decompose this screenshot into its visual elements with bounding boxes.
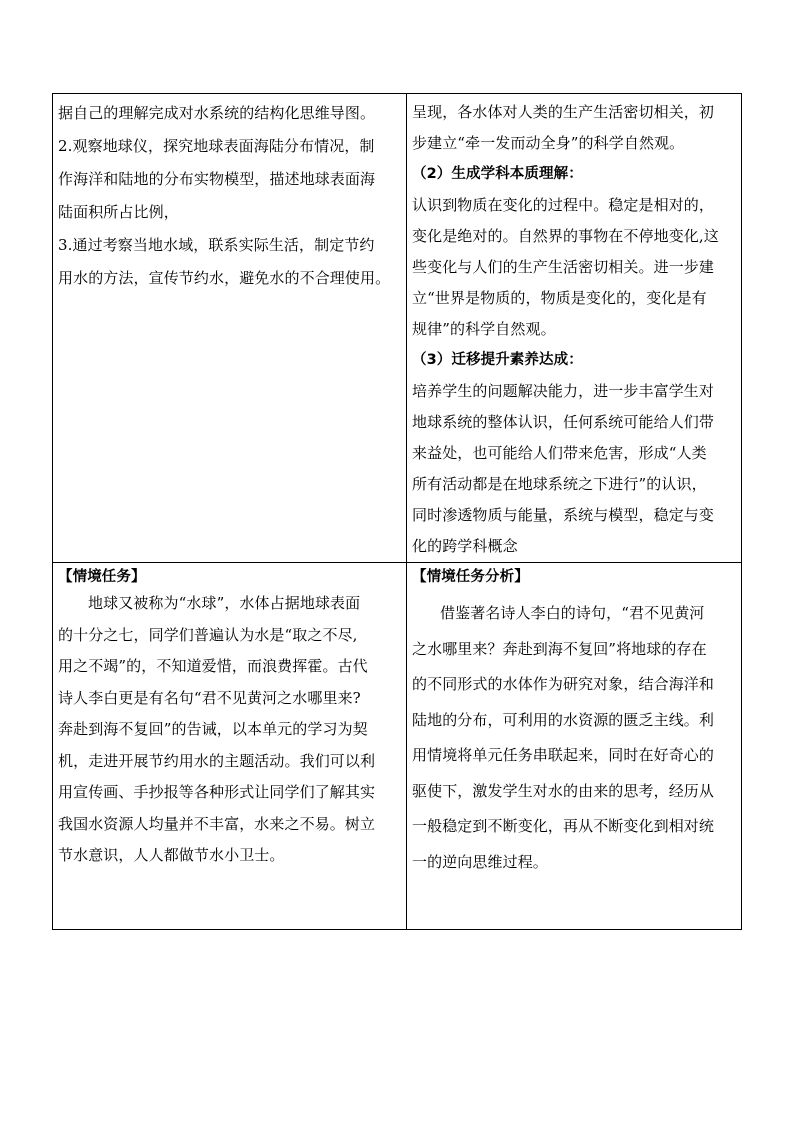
- text-line: 化的跨学科概念: [412, 537, 518, 555]
- text-line: 驱使下，激发学生对水的由来的思考，经历从: [412, 781, 715, 800]
- section-heading: 【情境任务分析】: [412, 569, 529, 585]
- text-line: 用情境将单元任务串联起来，同时在好奇心的: [412, 746, 715, 764]
- text-line: 的十分之七，同学们普遍认为水是“取之不尽,: [58, 625, 358, 644]
- table-row: [53, 563, 742, 930]
- text-line: 据自己的理解完成对水系统的结构化思维导图。: [58, 104, 376, 122]
- text-line: 的不同形式的水体作为研究对象，结合海洋和: [412, 675, 715, 693]
- text-line: 步建立“牵一发而动全身”的科学自然观。: [412, 134, 685, 152]
- text-line: 之水哪里来？奔赴到海不复回”将地球的存在: [412, 639, 707, 658]
- text-line: 规律”的科学自然观。: [412, 320, 556, 338]
- text-line: 所有活动都是在地球系统之下进行”的认识，: [412, 475, 707, 493]
- text-line: 我国水资源人均量并不丰富，水来之不易。树立: [58, 814, 376, 833]
- text-line: 些变化与人们的生产生活密切相关。进一步建: [412, 258, 715, 276]
- lesson-table: [52, 93, 742, 930]
- text-line: 呈现，各水体对人类的生产生活密切相关，初: [412, 103, 715, 121]
- text-line: 培养学生的问题解决能力，进一步丰富学生对: [412, 382, 715, 400]
- section-heading: （2）生成学科本质理解：: [412, 166, 583, 182]
- spacer: [412, 588, 737, 596]
- table-cell-row1-left: [53, 94, 407, 563]
- text-line: 陆面积所占比例，: [58, 203, 179, 221]
- text-line: 用水的方法，宣传节约水，避免水的不合理使用。: [58, 269, 391, 287]
- text-line: 变化是绝对的。自然界的事物在不停地变化,这: [412, 227, 719, 245]
- table-cell-row1-right: [407, 94, 742, 563]
- text-line: 来益处，也可能给人们带来危害，形成“人类: [412, 444, 707, 462]
- section-heading: 【情境任务】: [58, 569, 146, 585]
- text-line: 一般稳定到不断变化，再从不断变化到相对统: [412, 817, 715, 835]
- table-cell-row2-left: [53, 563, 407, 930]
- text-line: 用宣传画、手抄报等各种形式让同学们了解其实: [58, 783, 376, 801]
- text-line: 用之不竭”的，不知道爱惜，而浪费挥霍。古代: [58, 657, 368, 675]
- text-line: 借鉴著名诗人李白的诗句，“君不见黄河: [440, 604, 705, 622]
- table-row: [53, 94, 742, 563]
- text-line: 2.观察地球仪，探究地球表面海陆分布情况，制: [58, 137, 375, 155]
- text-line: 机，走进开展节约用水的主题活动。我们可以利: [58, 751, 376, 770]
- text-line: 节水意识，人人都做节水小卫士。: [58, 846, 285, 864]
- text-line: 3.通过考察当地水域，联系实际生活，制定节约: [58, 236, 375, 254]
- text-line: 地球系统的整体认识，任何系统可能给人们带: [412, 413, 715, 431]
- text-line: 诗人李白更是有名句“君不见黄河之水哪里来?: [58, 688, 361, 707]
- table-cell-row2-right: [407, 563, 742, 930]
- text-line: 陆地的分布，可利用的水资源的匮乏主线。利: [412, 710, 715, 729]
- text-line: 地球又被称为“水球”，水体占据地球表面: [88, 594, 361, 612]
- text-line: 作海洋和陆地的分布实物模型，描述地球表面海: [58, 170, 376, 188]
- text-line: 一的逆向思维过程。: [412, 852, 548, 871]
- text-line: 立“世界是物质的，物质是变化的，变化是有: [412, 289, 707, 307]
- text-line: 认识到物质在变化的过程中。稳定是相对的，: [412, 196, 715, 214]
- text-line: 奔赴到海不复回”的告诫，以本单元的学习为契: [58, 720, 368, 738]
- text-line: 同时渗透物质与能量，系统与模型，稳定与变: [412, 506, 715, 524]
- section-heading: （3）迁移提升素养达成：: [412, 352, 583, 368]
